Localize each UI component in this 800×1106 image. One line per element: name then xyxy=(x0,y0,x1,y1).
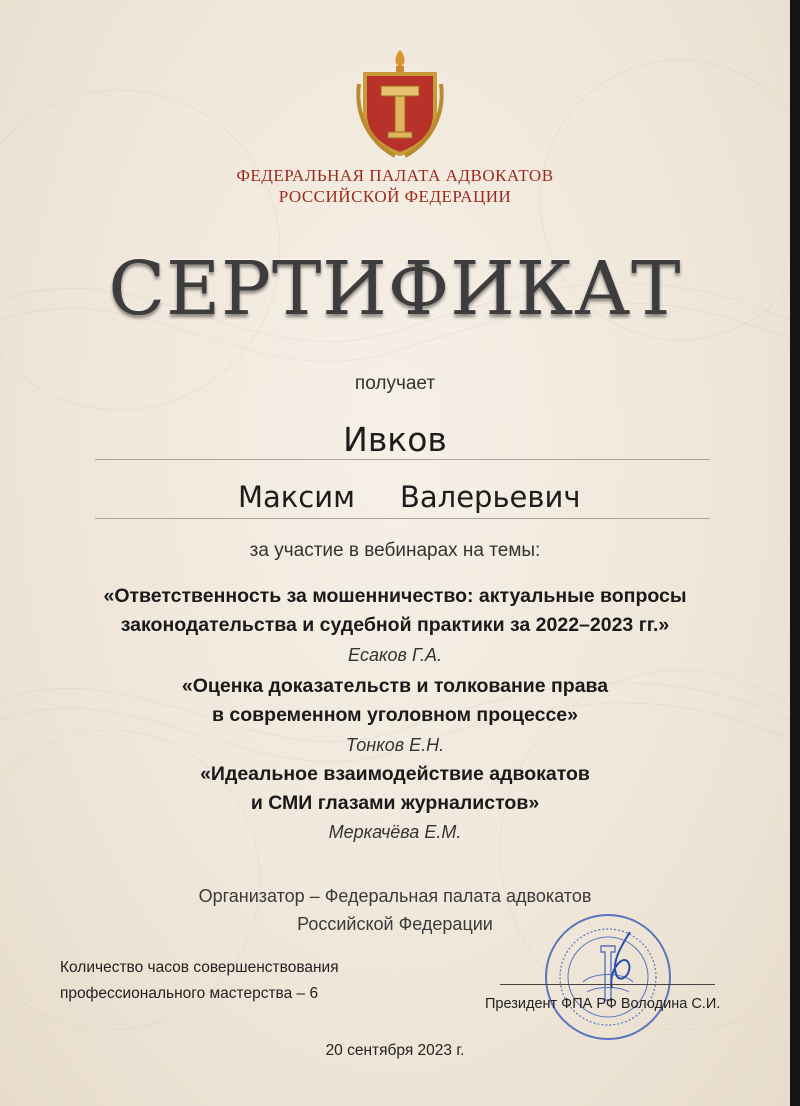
recipient-surname: Ивков xyxy=(343,420,447,459)
name-underline xyxy=(95,518,710,519)
organizer-line2: Российской Федерации xyxy=(297,914,493,934)
fpa-emblem-icon xyxy=(355,44,445,162)
hours-line2: профессионального мастерства – 6 xyxy=(60,985,319,1002)
webinar-1-title-line1: «Ответственность за мошенничество: актуальные вопросы xyxy=(103,585,687,607)
webinar-2-author: Тонков Е.Н. xyxy=(345,735,445,755)
webinar-3-title-line1: «Идеальное взаимодействие адвокатов xyxy=(200,763,590,785)
president-signature-icon xyxy=(590,928,650,998)
webinar-1-author: Есаков Г.А. xyxy=(348,645,442,665)
webinar-3-author: Меркачёва Е.М. xyxy=(328,822,462,842)
webinar-3-title-line2: и СМИ глазами журналистов» xyxy=(250,792,540,814)
president-signatory: Президент ФПА РФ Володина С.И. xyxy=(485,996,721,1012)
webinar-2-title-line2: в современном уголовном процессе» xyxy=(212,704,578,726)
certificate-title: СЕРТИФИКАТ xyxy=(0,246,790,332)
organization-name-line2: РОССИЙСКОЙ ФЕДЕРАЦИИ xyxy=(278,187,512,206)
surname-underline xyxy=(95,459,710,460)
issue-date: 20 сентября 2023 г. xyxy=(325,1042,465,1059)
hours-block xyxy=(60,955,339,1007)
organization-name-line1: ФЕДЕРАЛЬНАЯ ПАЛАТА АДВОКАТОВ xyxy=(236,166,554,185)
organizer-line1: Организатор – Федеральная палата адвокатов xyxy=(198,886,592,906)
signature-line xyxy=(500,984,715,985)
recipient-patronymic: Валерьевич xyxy=(400,480,581,514)
hours-line1: Количество часов совершенствования xyxy=(60,959,339,976)
participation-label: за участие в вебинарах на темы: xyxy=(249,540,541,561)
recipient-first-name: Максим xyxy=(238,480,355,514)
receives-label: получает xyxy=(354,373,436,394)
webinar-1-title-line2: законодательства и судебной практики за 2022–2023 гг.» xyxy=(120,614,670,636)
webinar-2-title-line1: «Оценка доказательств и толкование права xyxy=(181,675,609,697)
